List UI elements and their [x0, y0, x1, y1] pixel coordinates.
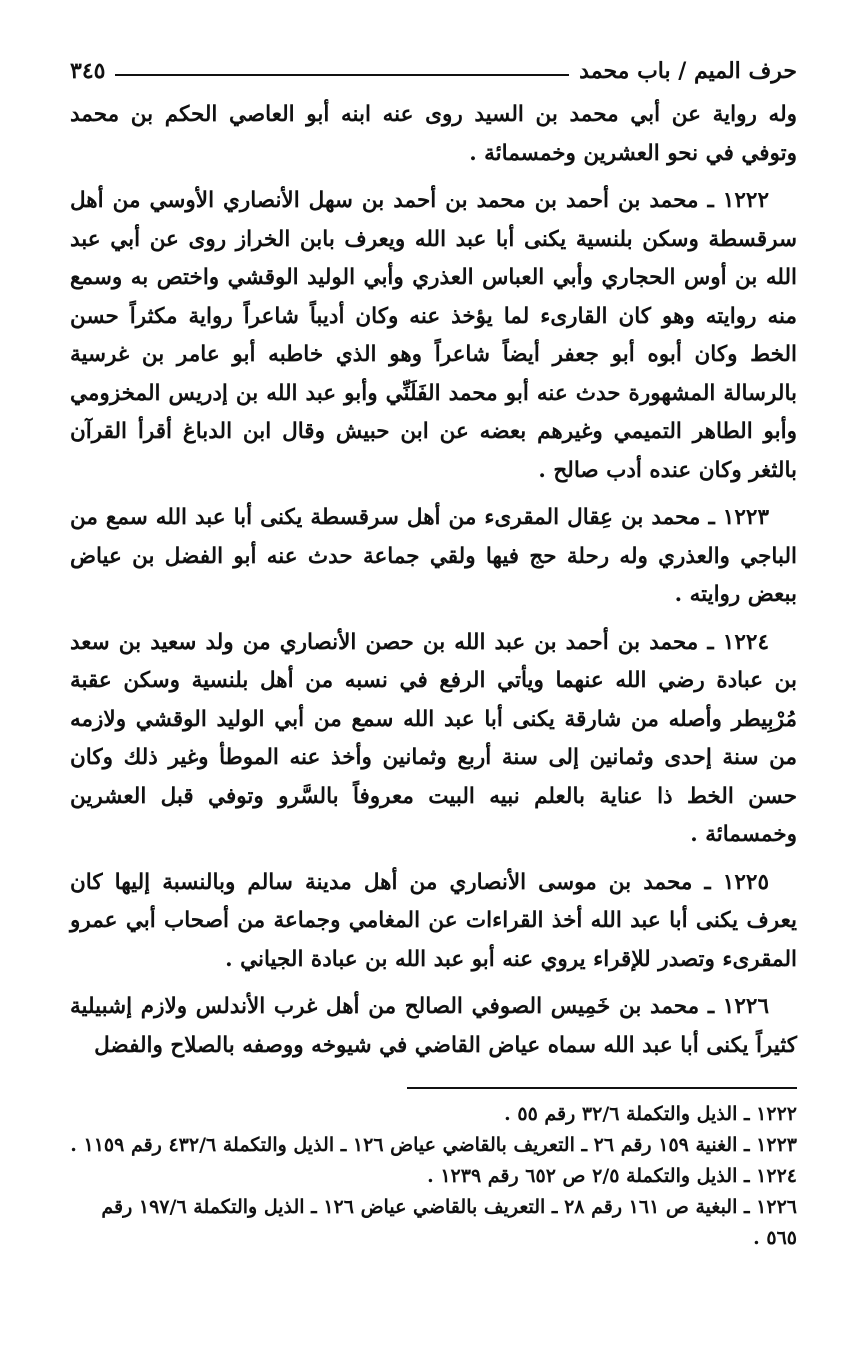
entry-1226: ١٢٢٦ ـ محمد بن خَمِيس الصوفي الصالح من أهل غرب الأندلس ولازم إشبيلية كثيراً يكنى أبا عبد الله سماه عياض القاضي في شيوخه ووصفه بالصلاح والفضل [70, 994, 797, 1058]
entry-1223: ١٢٢٣ ـ محمد بن عِقال المقرىء من أهل سرقسطة يكنى أبا عبد الله سمع من الباجي والعذري وله رحلة حج فيها ولقي جماعة حدث عنه أبو الفضل بن عياض ببعض روايته . [70, 505, 797, 607]
entry-1224: ١٢٢٤ ـ محمد بن أحمد بن عبد الله بن حصن الأنصاري من ولد سعيد بن سعد بن عبادة رضي الله عنهما ويأتي الرفع في نسبه من أهل بلنسية وسكن عقبة مُرْبِيطر وأصله من شارقة يكنى أبا عبد الله سمع من أبي الوليد الوقشي ولازمه من سنة إحدى وثمانين إلى سنة أربع وثمانين وأخذ عنه الموطأ وغير ذلك وكان حسن الخط ذا عناية بالعلم نبيه البيت معروفاً بالسَّرو وتوفي قبل العشرين وخمسمائة . [70, 629, 798, 847]
page-number: ٣٤٥ [70, 58, 106, 84]
entry-1222: ١٢٢٢ ـ محمد بن أحمد بن محمد بن أحمد بن سهل الأنصاري الأوسي من أهل سرقسطة وسكن بلنسية يكنى أبا عبد الله ويعرف بابن الخراز روى عن أبي عبد الله بن أوس الحجاري وأبي العباس العذري وأبي الوليد الوقشي واختص به وسمع منه روايته وهو كان القارىء لما يؤخذ عنه وكان أديباً شاعراً رواية مكثراً حسن الخط وكان أبوه أبو جعفر أيضاً شاعراً وهو الذي خاطبه أبو عامر بن غرسية بالرسالة المشهورة حدث عنه أبو محمد الفَلَنِّي وأبو عبد الله بن إدريس المخزومي وأبو الطاهر التميمي وغيرهم بعضه عن ابن حبيش وقال ابن الدباغ أقرأ القرآن بالثغر وكان عنده أدب صالح . [70, 188, 797, 483]
header-rule [115, 74, 569, 76]
footnote-1222: ١٢٢٢ ـ الذيل والتكملة ٣٢/٦ رقم ٥٥ . [504, 1103, 797, 1125]
main-text [70, 96, 797, 1065]
footnote-1223: ١٢٢٣ ـ الغنية ١٥٩ رقم ٢٦ ـ التعريف بالقاضي عياض ١٢٦ ـ الذيل والتكملة ٤٣٢/٦ رقم ١١٥٩ . [70, 1134, 797, 1156]
running-header [70, 54, 797, 88]
footnotes [70, 1099, 797, 1254]
entry-1225: ١٢٢٥ ـ محمد بن موسى الأنصاري من أهل مدينة سالم وبالنسبة إليها كان يعرف يكنى أبا عبد الله أخذ القراءات عن المغامي وجماعة من أصحاب أبي عمرو المقرىء وتصدر للإقراء يروي عنه أبو عبد الله بن عبادة الجياني . [70, 869, 797, 972]
chapter-title: حرف الميم / باب محمد [579, 58, 797, 84]
paragraph-continuation: وله رواية عن أبي محمد بن السيد روى عنه ابنه أبو العاصي الحكم بن محمد وتوفي في نحو العشرين وخمسمائة . [70, 102, 797, 166]
footnote-divider [407, 1087, 797, 1089]
footnote-1224: ١٢٢٤ ـ الذيل والتكملة ٢/٥ ص ٦٥٢ رقم ١٢٣٩ . [427, 1165, 797, 1187]
footnote-1226: ١٢٢٦ ـ البغية ص ١٦١ رقم ٢٨ ـ التعريف بالقاضي عياض ١٢٦ ـ الذيل والتكملة ١٩٧/٦ رقم ٥٦٥ . [101, 1196, 797, 1249]
